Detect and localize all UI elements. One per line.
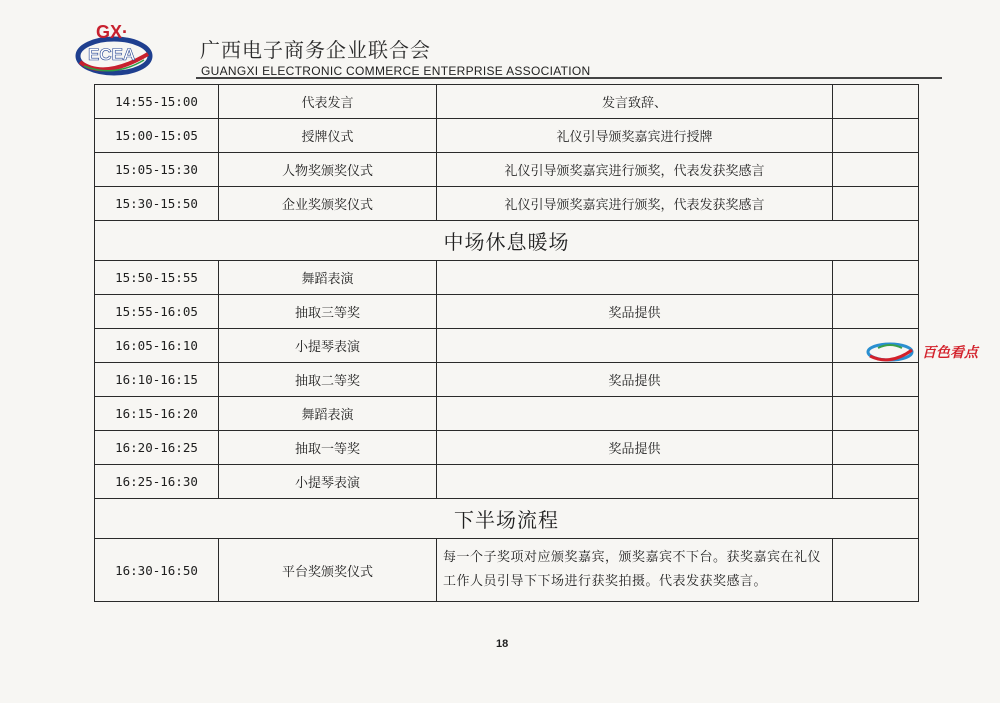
table-row — [95, 397, 919, 431]
item-cell: 企业奖颁奖仪式 — [219, 187, 437, 221]
table-row — [95, 85, 919, 119]
time-cell: 16:30-16:50 — [95, 539, 219, 602]
organization-name-cn: 广西电子商务企业联合会 — [200, 38, 431, 62]
time-cell: 16:15-16:20 — [95, 397, 219, 431]
note-cell: 发言致辞、 — [437, 85, 833, 119]
item-cell: 抽取一等奖 — [219, 431, 437, 465]
item-cell: 舞蹈表演 — [219, 397, 437, 431]
table-row — [95, 187, 919, 221]
table-row — [95, 465, 919, 499]
extra-cell — [833, 539, 919, 602]
item-cell: 授牌仪式 — [219, 119, 437, 153]
table-row — [95, 153, 919, 187]
extra-cell — [833, 465, 919, 499]
time-cell: 15:50-15:55 — [95, 261, 219, 295]
time-cell: 16:05-16:10 — [95, 329, 219, 363]
event-schedule-table — [94, 84, 919, 602]
note-cell: 奖品提供 — [437, 295, 833, 329]
item-cell: 小提琴表演 — [219, 465, 437, 499]
section-title-second-half: 下半场流程 — [95, 499, 919, 539]
page-number: 18 — [496, 638, 509, 650]
table-row — [95, 329, 919, 363]
note-cell — [437, 397, 833, 431]
time-cell: 15:55-16:05 — [95, 295, 219, 329]
note-cell — [437, 261, 833, 295]
item-cell: 代表发言 — [219, 85, 437, 119]
item-cell: 抽取二等奖 — [219, 363, 437, 397]
note-cell: 奖品提供 — [437, 431, 833, 465]
header-divider — [196, 77, 942, 79]
table-row — [95, 363, 919, 397]
association-logo — [74, 20, 154, 78]
extra-cell — [833, 187, 919, 221]
time-cell: 14:55-15:00 — [95, 85, 219, 119]
table-row — [95, 119, 919, 153]
note-cell — [437, 465, 833, 499]
logo-text-bottom: ECEA — [88, 45, 136, 64]
time-cell: 16:25-16:30 — [95, 465, 219, 499]
item-cell: 平台奖颁奖仪式 — [219, 539, 437, 602]
extra-cell — [833, 85, 919, 119]
item-cell: 舞蹈表演 — [219, 261, 437, 295]
extra-cell — [833, 431, 919, 465]
note-cell: 礼仪引导颁奖嘉宾进行颁奖，代表发获奖感言 — [437, 187, 833, 221]
note-cell: 奖品提供 — [437, 363, 833, 397]
time-cell: 15:30-15:50 — [95, 187, 219, 221]
time-cell: 16:20-16:25 — [95, 431, 219, 465]
extra-cell — [833, 363, 919, 397]
time-cell: 15:00-15:05 — [95, 119, 219, 153]
extra-cell — [833, 119, 919, 153]
note-cell: 每一个子奖项对应颁奖嘉宾，颁奖嘉宾不下台。获奖嘉宾在礼仪工作人员引导下下场进行获奖拍摄。代表发获奖感言。 — [437, 539, 833, 602]
extra-cell — [833, 153, 919, 187]
note-cell: 礼仪引导颁奖嘉宾进行授牌 — [437, 119, 833, 153]
note-cell: 礼仪引导颁奖嘉宾进行颁奖，代表发获奖感言 — [437, 153, 833, 187]
table-row — [95, 431, 919, 465]
item-cell: 人物奖颁奖仪式 — [219, 153, 437, 187]
section-row — [95, 499, 919, 539]
organization-name-en: GUANGXI ELECTRONIC COMMERCE ENTERPRISE ASSOCIATION — [201, 64, 591, 78]
table-row — [95, 261, 919, 295]
section-title-intermission: 中场休息暖场 — [95, 221, 919, 261]
note-cell — [437, 329, 833, 363]
time-cell: 16:10-16:15 — [95, 363, 219, 397]
extra-cell — [833, 295, 919, 329]
extra-cell — [833, 397, 919, 431]
item-cell: 小提琴表演 — [219, 329, 437, 363]
table-row — [95, 295, 919, 329]
section-row — [95, 221, 919, 261]
time-cell: 15:05-15:30 — [95, 153, 219, 187]
extra-cell — [833, 261, 919, 295]
watermark-text: 百色看点 — [922, 345, 978, 361]
item-cell: 抽取三等奖 — [219, 295, 437, 329]
table-row — [95, 539, 919, 602]
logo-text-top: GX· — [96, 22, 129, 42]
